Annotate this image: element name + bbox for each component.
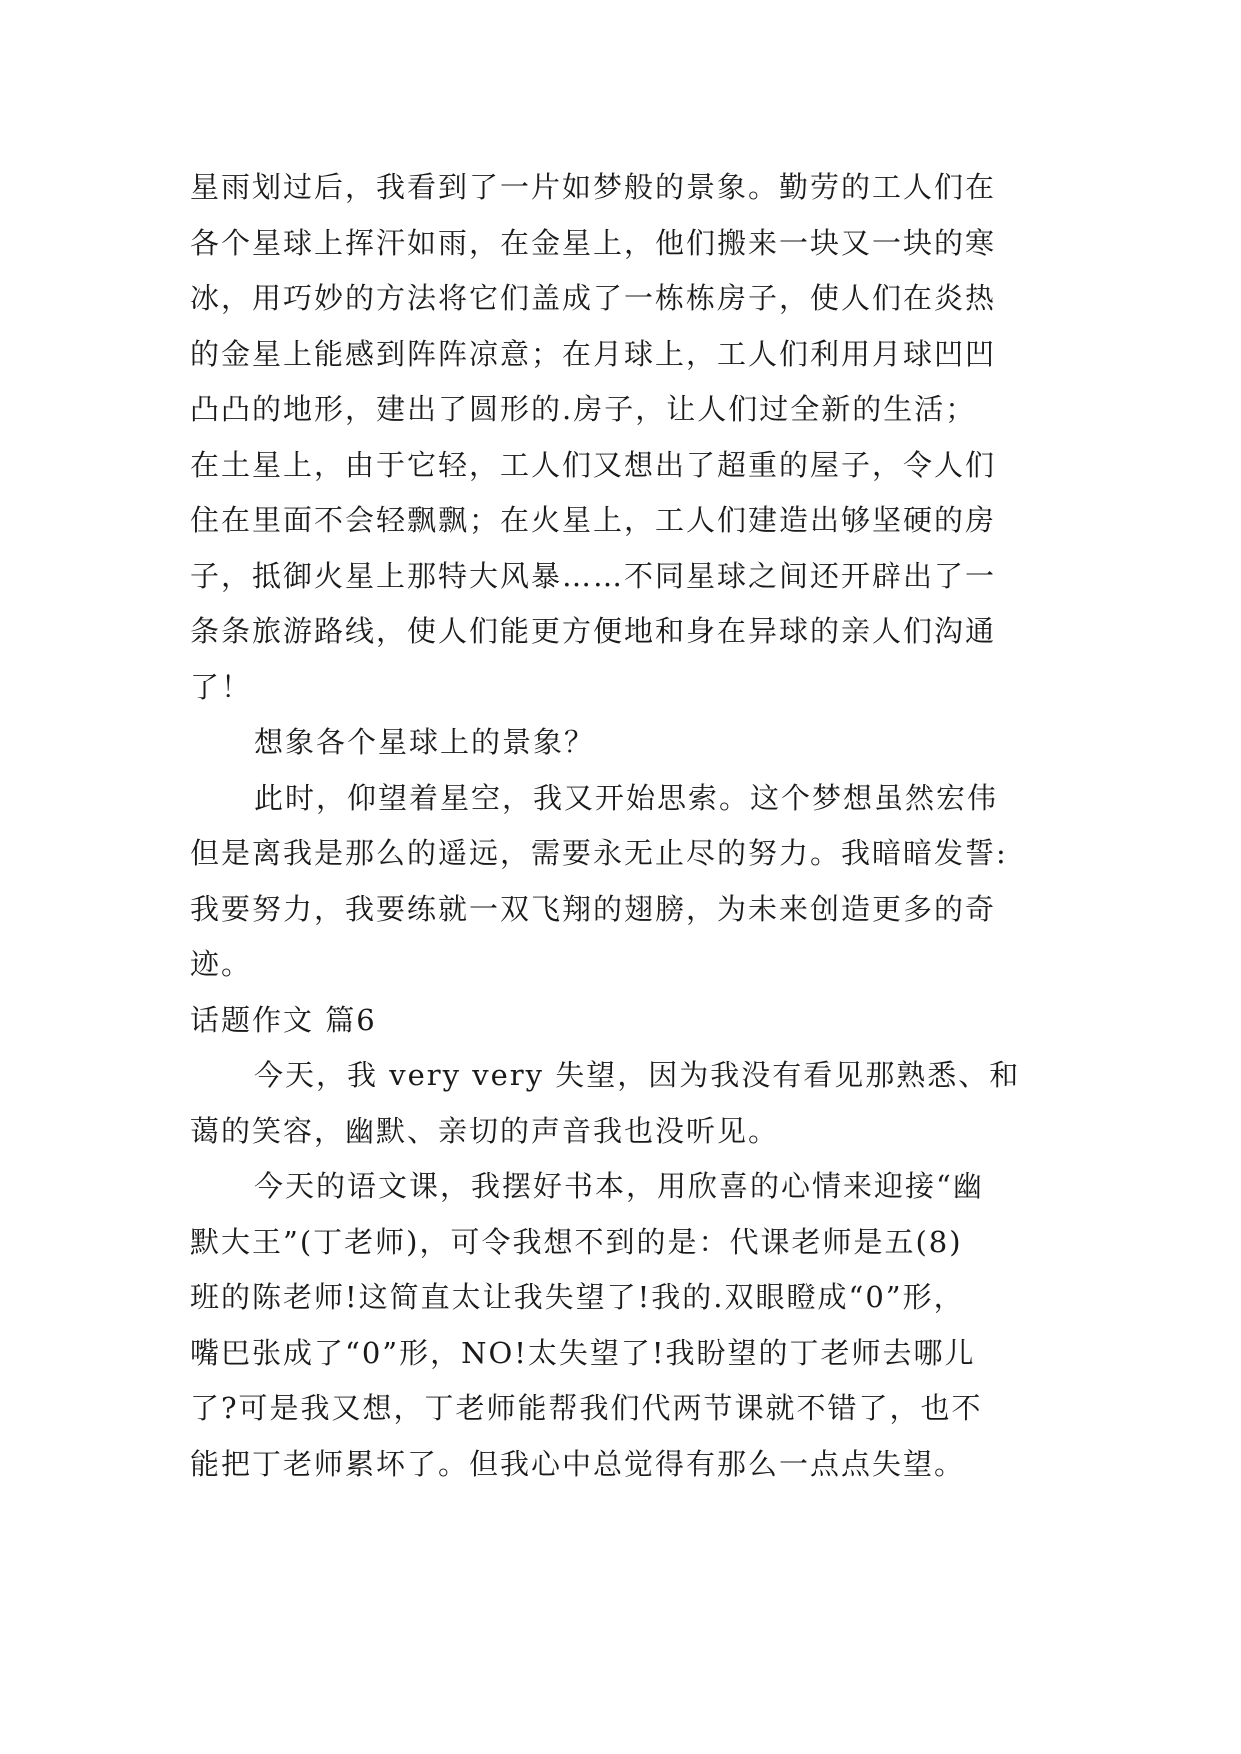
paragraph-line: 星雨划过后，我看到了一片如梦般的景象。勤劳的工人们在 xyxy=(190,170,997,204)
paragraph-line: 了！ xyxy=(190,669,253,704)
article-body xyxy=(190,160,1055,1492)
paragraph-line: 条条旅游路线，使人们能更方便地和身在异球的亲人们沟通 xyxy=(190,614,997,648)
paragraph-line: 在土星上，由于它轻，工人们又想出了超重的屋子，令人们 xyxy=(190,447,997,482)
paragraph-line: 的金星上能感到阵阵凉意；在月球上，工人们利用月球凹凹 xyxy=(190,336,997,371)
paragraph-line: 此时，仰望着星空，我又开始思索。这个梦想虽然宏伟 xyxy=(254,780,999,815)
paragraph-line: 冰，用巧妙的方法将它们盖成了一栋栋房子，使人们在炎热 xyxy=(190,281,997,315)
paragraph-line: 但是离我是那么的遥远，需要永无止尽的努力。我暗暗发誓: xyxy=(190,836,1008,870)
paragraph-line: 今天，我 very very 失望，因为我没有看见那熟悉、和 xyxy=(254,1058,1021,1092)
paragraph-line: 了?可是我又想，丁老师能帮我们代两节课就不错了，也不 xyxy=(190,1391,983,1425)
paragraph-line: 想象各个星球上的景象？ xyxy=(254,725,596,759)
paragraph-line: 凸凸的地形，建出了圆形的.房子，让人们过全新的生活； xyxy=(190,392,977,426)
paragraph-line: 子，抵御火星上那特大风暴……不同星球之间还开辟出了一 xyxy=(190,558,997,593)
paragraph-line: 迹。 xyxy=(190,947,253,981)
paragraph-line: 班的陈老师!这简直太让我失望了!我的.双眼瞪成“0”形， xyxy=(190,1280,965,1314)
paragraph-line: 我要努力，我要练就一双飞翔的翅膀，为未来创造更多的奇 xyxy=(190,891,997,926)
paragraph-line: 蔼的笑容，幽默、亲切的声音我也没听见。 xyxy=(190,1113,780,1148)
paragraph-line: 能把丁老师累坏了。但我心中总觉得有那么一点点失望。 xyxy=(190,1446,966,1481)
paragraph-line: 嘴巴张成了“0”形，NO!太失望了!我盼望的丁老师去哪儿 xyxy=(190,1335,976,1370)
section-heading: 话题作文 篇6 xyxy=(190,1002,377,1037)
paragraph-line: 各个星球上挥汗如雨，在金星上，他们搬来一块又一块的寒 xyxy=(190,225,997,260)
paragraph-line: 默大王”(丁老师)，可令我想不到的是：代课老师是五(8) xyxy=(190,1224,963,1259)
paragraph-line: 今天的语文课，我摆好书本，用欣喜的心情来迎接“幽 xyxy=(254,1169,984,1203)
paragraph-line: 住在里面不会轻飘飘；在火星上，工人们建造出够坚硬的房 xyxy=(190,503,997,537)
